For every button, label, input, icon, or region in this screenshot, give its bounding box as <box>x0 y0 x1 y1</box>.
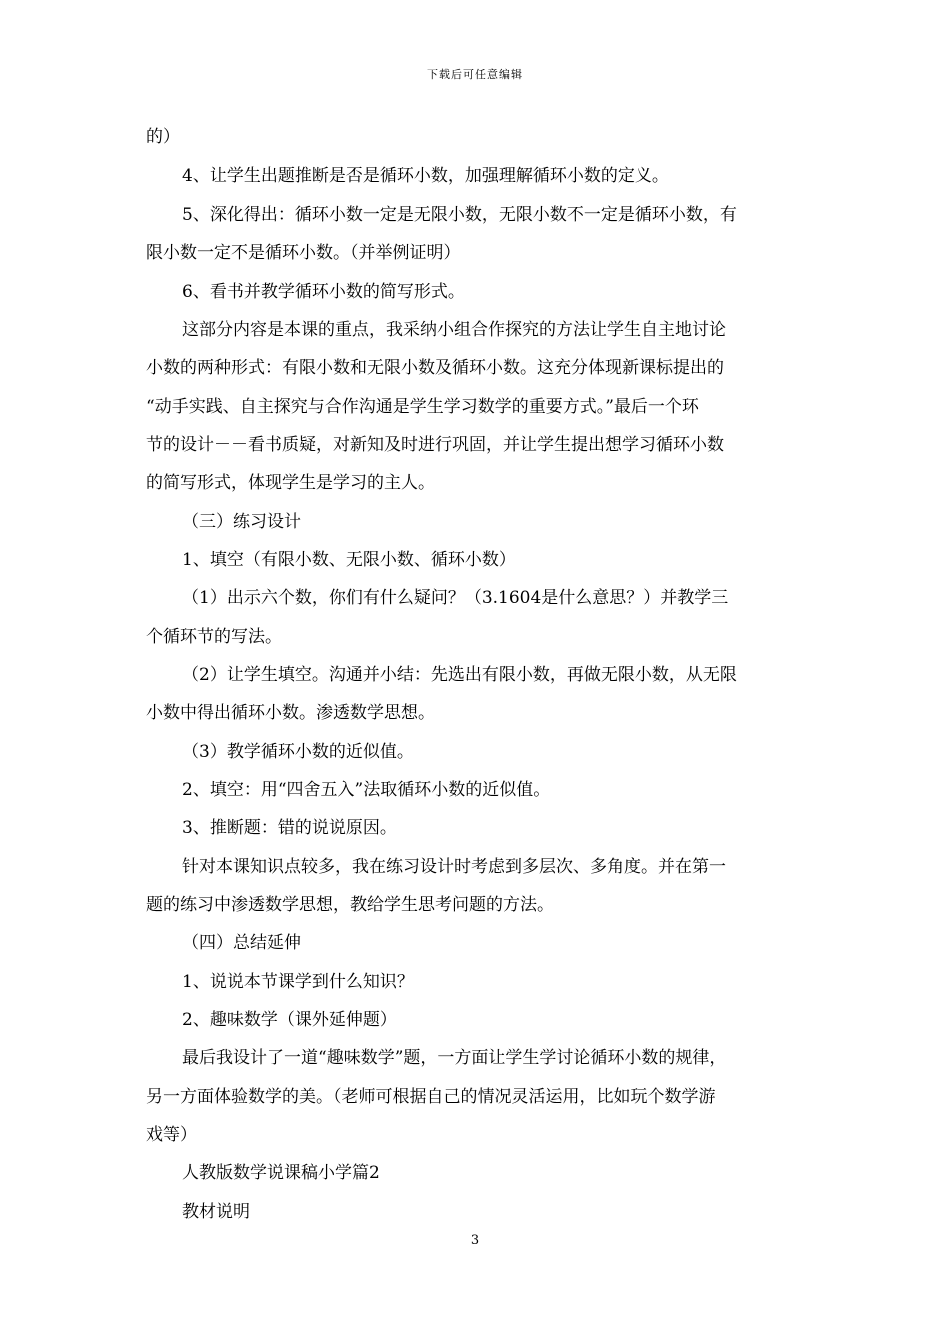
paragraph-line: 节的设计－－看书质疑，对新知及时进行巩固，并让学生提出想学习循环小数 <box>146 435 724 455</box>
article-title: 人教版数学说课稿小学篇2 <box>182 1163 380 1183</box>
paragraph-line: （1）出示六个数，你们有什么疑问？（3.1604是什么意思？）并教学三 <box>182 588 729 608</box>
paragraph-line: 1、填空（有限小数、无限小数、循环小数） <box>182 550 516 570</box>
page-number: 3 <box>470 1233 480 1248</box>
section-heading: （四）总结延伸 <box>182 933 301 953</box>
paragraph-line: 3、推断题：错的说说原因。 <box>182 818 397 838</box>
page-header: 下载后可任意编辑 <box>427 68 523 81</box>
paragraph-line: 小数的两种形式：有限小数和无限小数及循环小数。这充分体现新课标提出的 <box>146 358 724 378</box>
paragraph-line: 的简写形式，体现学生是学习的主人。 <box>146 473 435 493</box>
paragraph-line: 1、说说本节课学到什么知识？ <box>182 972 414 992</box>
paragraph-line: 最后我设计了一道“趣味数学”题，一方面让学生学讨论循环小数的规律， <box>182 1048 727 1068</box>
paragraph-line: 的） <box>146 127 180 147</box>
paragraph-line: 个循环节的写法。 <box>146 627 282 647</box>
paragraph-line: 戏等） <box>146 1125 197 1145</box>
section-heading: 教材说明 <box>182 1202 250 1222</box>
paragraph-line: 这部分内容是本课的重点，我采纳小组合作探究的方法让学生自主地讨论 <box>182 320 726 340</box>
paragraph-line: 限小数一定不是循环小数。（并举例证明） <box>146 243 461 263</box>
paragraph-line: “动手实践、自主探究与合作沟通是学生学习数学的重要方式。”最后一个环 <box>146 397 699 417</box>
paragraph-line: 另一方面体验数学的美。（老师可根据自己的情况灵活运用，比如玩个数学游 <box>146 1087 716 1107</box>
paragraph-line: 小数中得出循环小数。渗透数学思想。 <box>146 703 435 723</box>
paragraph-line: 5、深化得出：循环小数一定是无限小数，无限小数不一定是循环小数，有 <box>182 205 737 225</box>
section-heading: （三）练习设计 <box>182 512 301 532</box>
paragraph-line: 2、填空：用“四舍五入”法取循环小数的近似值。 <box>182 780 551 800</box>
paragraph-line: 针对本课知识点较多，我在练习设计时考虑到多层次、多角度。并在第一 <box>182 857 726 877</box>
paragraph-line: 4、让学生出题推断是否是循环小数，加强理解循环小数的定义。 <box>182 166 669 186</box>
paragraph-line: （3）教学循环小数的近似值。 <box>182 742 414 762</box>
paragraph-line: 6、看书并教学循环小数的简写形式。 <box>182 282 465 302</box>
paragraph-line: （2）让学生填空。沟通并小结：先选出有限小数，再做无限小数，从无限 <box>182 665 737 685</box>
paragraph-line: 2、趣味数学（课外延伸题） <box>182 1010 397 1030</box>
paragraph-line: 题的练习中渗透数学思想，教给学生思考问题的方法。 <box>146 895 554 915</box>
